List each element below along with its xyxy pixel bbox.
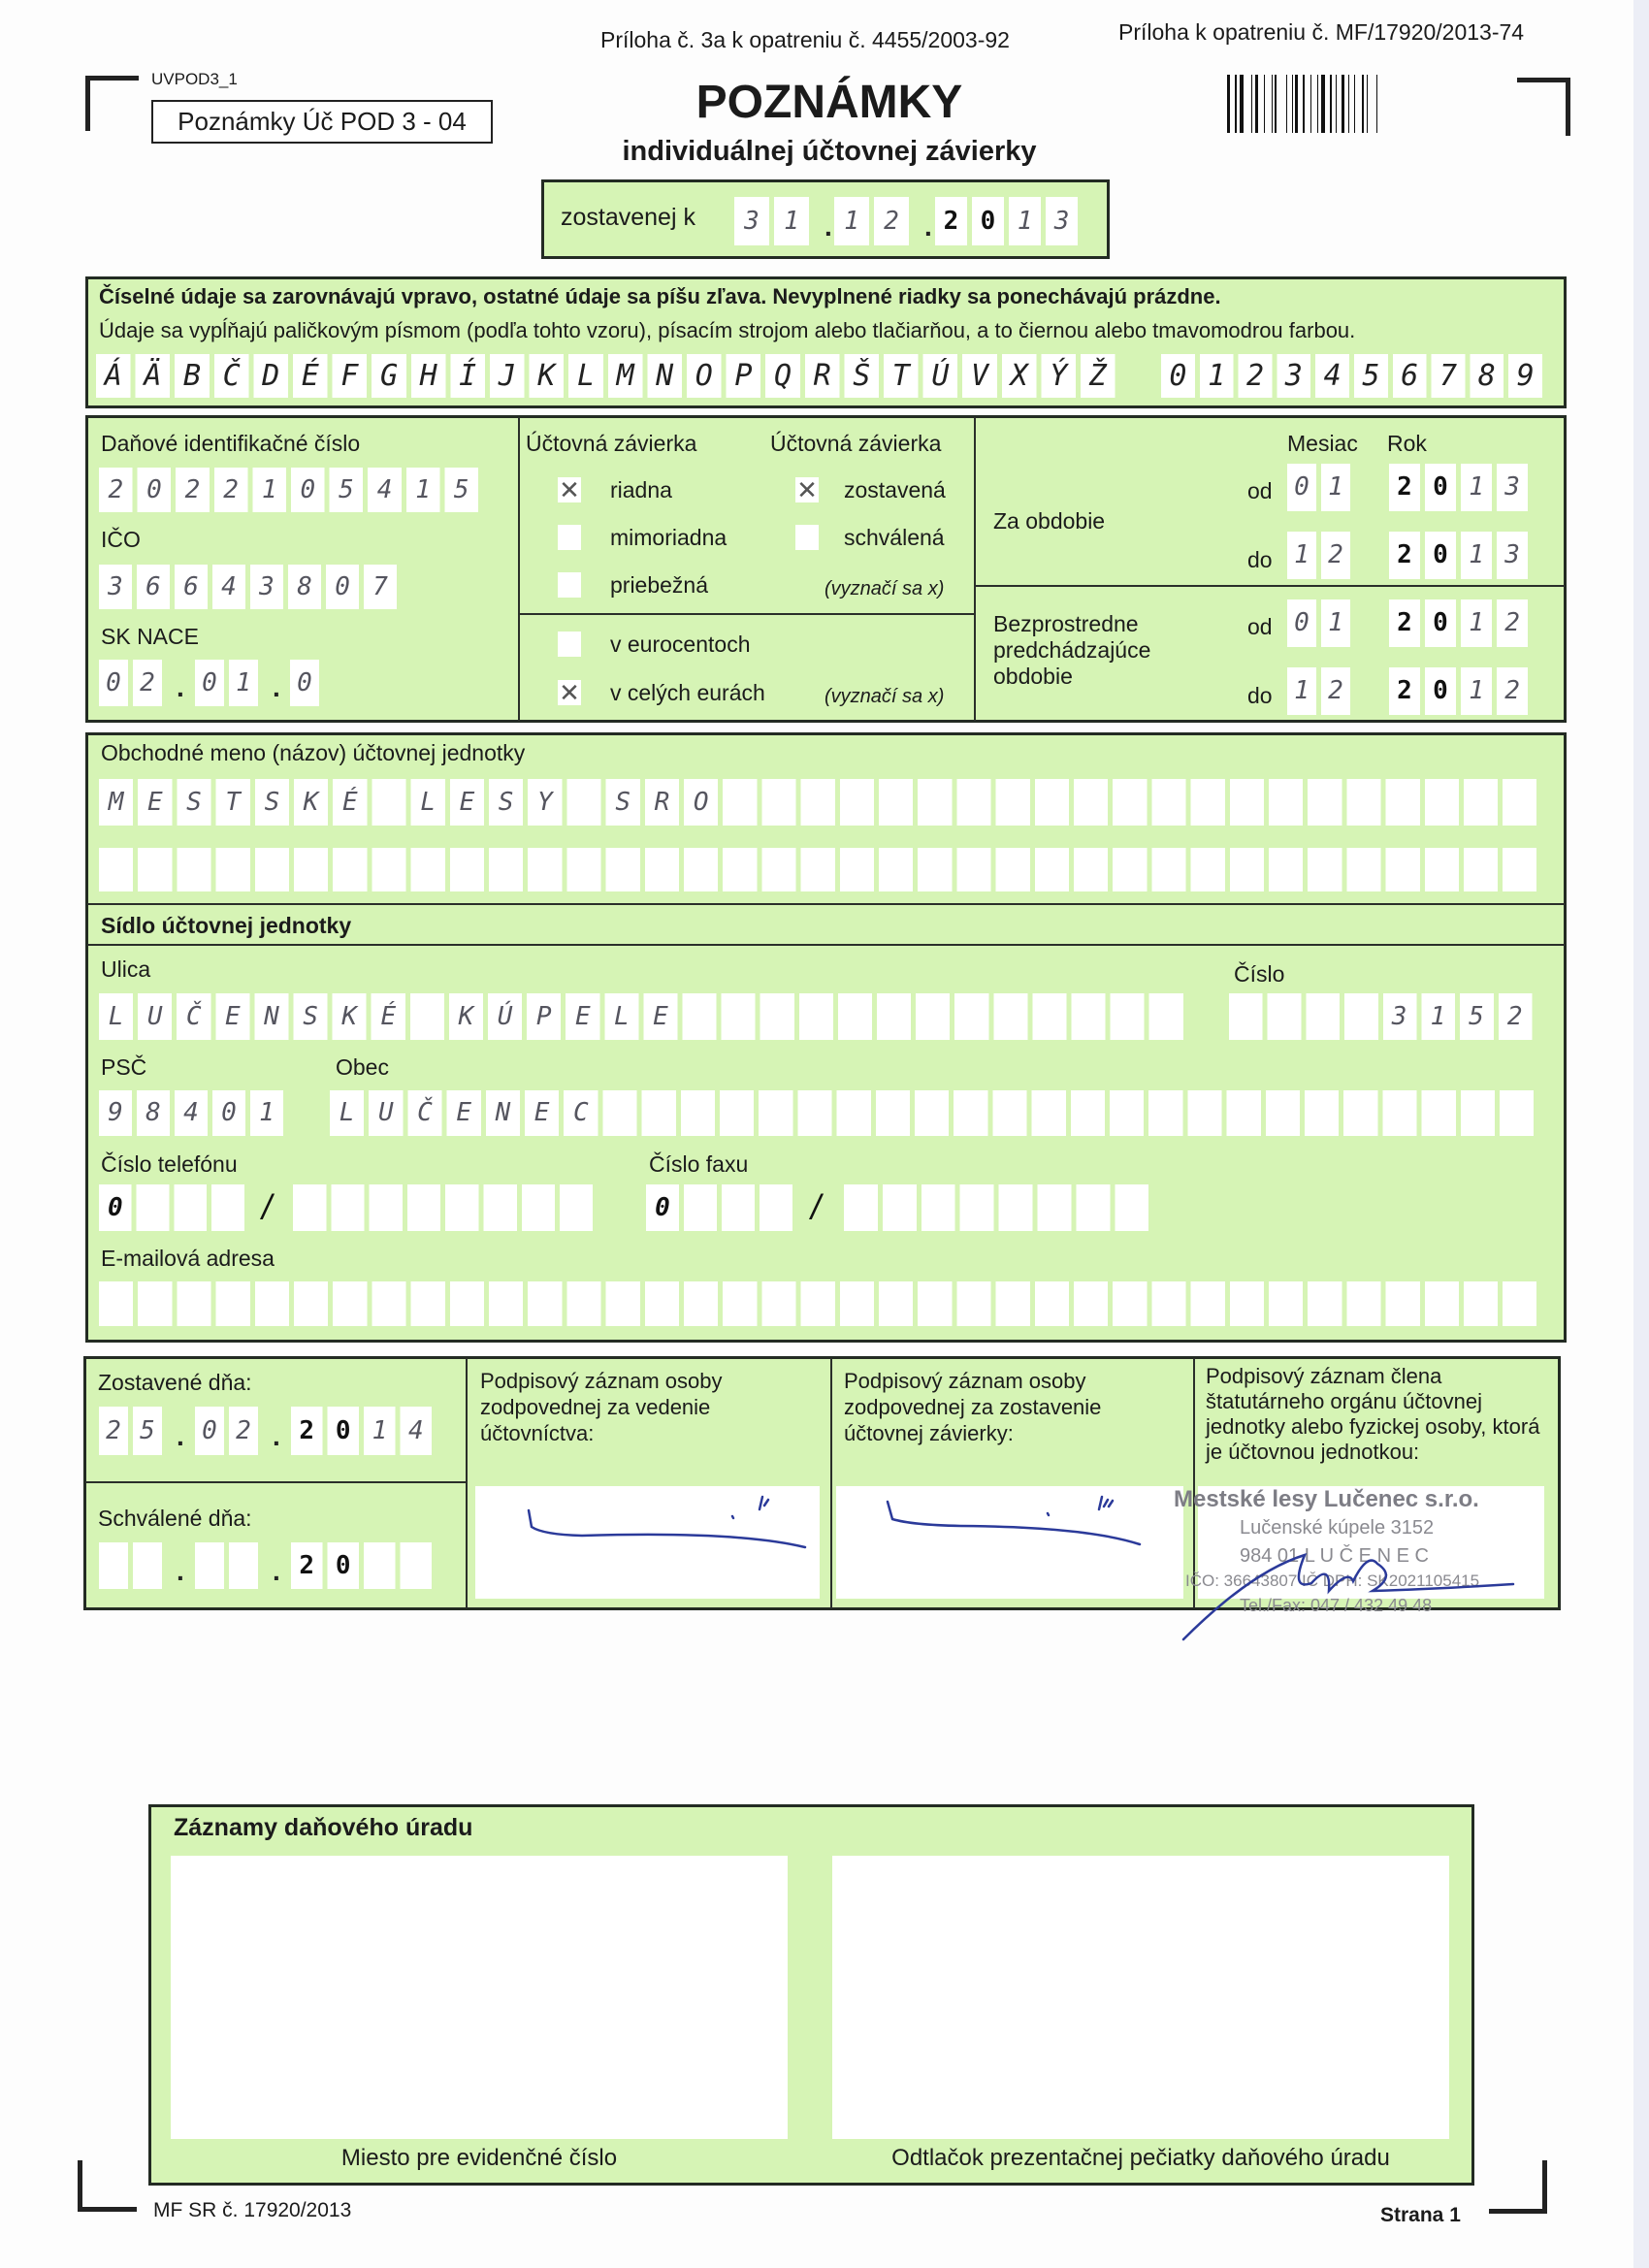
phone-slash: / — [262, 1187, 273, 1227]
stamp-ids: IČO: 36643807 IČ DPH: SK2021105415 — [1185, 1571, 1480, 1590]
previous-to-month[interactable]: 12 — [1287, 667, 1350, 715]
nace-field-2[interactable]: 01 — [195, 660, 258, 706]
approved-on-year[interactable]: 20 — [291, 1542, 432, 1589]
current-from-month[interactable]: 01 — [1287, 464, 1350, 511]
mimoriadna-label: mimoriadna — [610, 525, 728, 550]
street-label: Ulica — [101, 956, 151, 982]
psc-label: PSČ — [101, 1054, 147, 1080]
statement-person-label: Podpisový záznam osoby zodpovednej za zostavenie účtovnej závierky: — [844, 1369, 1102, 1445]
current-to-year[interactable]: 2013 — [1389, 532, 1528, 579]
compiled-day-field[interactable]: 31 — [734, 197, 809, 245]
to-label: do — [1247, 547, 1273, 572]
nace-separator: . — [273, 672, 280, 702]
corner-mark-bottom-left — [78, 2160, 137, 2212]
previous-to-year[interactable]: 2012 — [1389, 667, 1528, 715]
previous-from-year[interactable]: 2012 — [1389, 599, 1528, 647]
date-separator: . — [177, 1556, 184, 1586]
compiled-year-field[interactable]: 2013 — [935, 197, 1078, 245]
previous-from-month[interactable]: 01 — [1287, 599, 1350, 647]
mark-hint: (vyznačí sa x) — [824, 686, 945, 707]
entity-name-label: Obchodné meno (názov) účtovnej jednotky — [101, 740, 526, 765]
form-code: UVPOD3_1 — [151, 70, 238, 88]
dic-label: Daňové identifikačné číslo — [101, 431, 361, 456]
dic-field[interactable]: 2022105415 — [99, 468, 478, 512]
statement-signature — [888, 1502, 1140, 1544]
nace-field-1[interactable]: 02 — [99, 660, 162, 706]
stamp-phone: Tel./Fax: 047 / 432 49 48 — [1240, 1596, 1433, 1615]
page-number: Strana 1 — [1380, 2204, 1461, 2226]
city-field[interactable]: LUČENEC — [330, 1090, 1534, 1136]
to-label: do — [1247, 683, 1273, 708]
current-from-year[interactable]: 2013 — [1389, 464, 1528, 511]
instructions-line-1: Číselné údaje sa zarovnávajú vpravo, ostatné údaje sa píšu zľava. Nevyplnené riadky sa ponechávajú prázdne. — [99, 284, 1221, 308]
street-number-field[interactable]: 3152 — [1229, 993, 1533, 1040]
entity-name-line-1[interactable]: MESTSKÉ LESY SRO — [99, 779, 1536, 826]
instructions-line-2: Údaje sa vypĺňajú paličkovým písmom (podľa tohto vzoru), písacím strojom alebo tlačiarňou, a to čiernou alebo tmavomodrou farbou. — [99, 318, 1356, 342]
riadna-label: riadna — [610, 477, 672, 502]
registry-number-area — [171, 1856, 788, 2139]
city-label: Obec — [336, 1054, 389, 1080]
date-separator: . — [177, 1421, 184, 1451]
street-field[interactable]: LUČENSKÉ KÚPELE — [99, 993, 1183, 1040]
compiled-on-year[interactable]: 2014 — [291, 1407, 432, 1455]
date-separator: . — [273, 1421, 280, 1451]
email-label: E-mailová adresa — [101, 1246, 275, 1271]
statement-type-header: Účtovná závierka — [526, 431, 697, 456]
date-separator: . — [924, 211, 932, 242]
accounting-signature — [529, 1510, 805, 1547]
sample-digits: 0123456789 — [1161, 354, 1542, 398]
previous-period-label: Bezprostredne predchádzajúce obdobie — [993, 611, 1151, 689]
page-title: POZNÁMKY — [695, 77, 963, 128]
phone-prefix-field[interactable]: 0 — [99, 1184, 244, 1231]
stamp-company: Mestské lesy Lučenec s.r.o. — [1174, 1486, 1479, 1512]
approved-on-label: Schválené dňa: — [98, 1506, 252, 1531]
corner-mark-bottom-right — [1489, 2160, 1547, 2214]
footer-reference: MF SR č. 17920/2013 — [153, 2199, 352, 2221]
compiled-on-day[interactable]: 25 — [99, 1407, 162, 1455]
tax-office-title: Záznamy daňového úradu — [174, 1814, 473, 1841]
date-separator: . — [824, 211, 832, 242]
seat-heading: Sídlo účtovnej jednotky — [101, 913, 352, 938]
fax-prefix-field[interactable]: 0 — [646, 1184, 792, 1231]
fax-slash: / — [811, 1187, 822, 1227]
ico-label: IČO — [101, 527, 141, 552]
statement-state-header: Účtovná závierka — [770, 431, 942, 456]
ico-field[interactable]: 36643807 — [99, 565, 397, 609]
whole-euros-label: v celých eurách — [610, 680, 765, 705]
schvalena-label: schválená — [844, 525, 945, 550]
psc-field[interactable]: 98401 — [99, 1090, 283, 1136]
from-label: od — [1247, 614, 1273, 639]
from-label: od — [1247, 478, 1273, 503]
stamp-address: Lučenské kúpele 3152 — [1240, 1517, 1435, 1539]
nace-label: SK NACE — [101, 624, 199, 649]
current-period-label: Za obdobie — [993, 508, 1106, 534]
nace-field-3[interactable]: 0 — [290, 660, 319, 706]
compiled-month-field[interactable]: 12 — [834, 197, 909, 245]
compiled-date-label: zostavenej k — [561, 204, 695, 231]
accounting-person-label: Podpisový záznam osoby zodpovednej za vedenie účtovníctva: — [480, 1369, 723, 1445]
compiled-on-label: Zostavené dňa: — [98, 1370, 252, 1395]
stamp-city: 984 01 L U Č E N E C — [1240, 1545, 1429, 1567]
mark-hint: (vyznačí sa x) — [824, 578, 945, 599]
tax-office-stamp-label: Odtlačok prezentačnej pečiatky daňového úradu — [891, 2145, 1390, 2171]
month-header: Mesiac — [1287, 431, 1358, 456]
statement-initials — [1048, 1497, 1113, 1515]
accounting-initials — [732, 1497, 768, 1518]
priebezna-label: priebežná — [610, 572, 709, 598]
eurocents-label: v eurocentoch — [610, 632, 751, 657]
registry-number-label: Miesto pre evidenčné číslo — [340, 2145, 618, 2171]
statutory-member-label: Podpisový záznam člena štatutárneho orgánu účtovnej jednotky alebo fyzickej osoby, ktorá je účtovnou jednotkou: — [1206, 1364, 1540, 1464]
form-id-box: Poznámky Úč POD 3 - 04 — [151, 100, 493, 144]
annex-reference-right: Príloha k opatreniu č. MF/17920/2013-74 — [1118, 19, 1525, 45]
compiled-on-month[interactable]: 02 — [195, 1407, 258, 1455]
date-separator: . — [273, 1556, 280, 1586]
nace-separator: . — [177, 672, 184, 702]
annex-reference-left: Príloha č. 3a k opatreniu č. 4455/2003-92 — [600, 27, 1010, 52]
tax-office-stamp-area — [832, 1856, 1449, 2139]
page-subtitle: individuálnej účtovnej závierky — [622, 136, 1037, 167]
sample-letters: ÁÄBČDÉFGHÍJKLMNOPQRŠTÚVXÝŽ — [96, 354, 1116, 398]
fax-label: Číslo faxu — [649, 1151, 749, 1177]
current-to-month[interactable]: 12 — [1287, 532, 1350, 579]
phone-label: Číslo telefónu — [101, 1151, 238, 1177]
zostavena-label: zostavená — [844, 477, 946, 502]
statutory-signature — [1183, 1555, 1513, 1639]
number-label: Číslo — [1234, 961, 1285, 987]
year-header: Rok — [1387, 431, 1427, 456]
